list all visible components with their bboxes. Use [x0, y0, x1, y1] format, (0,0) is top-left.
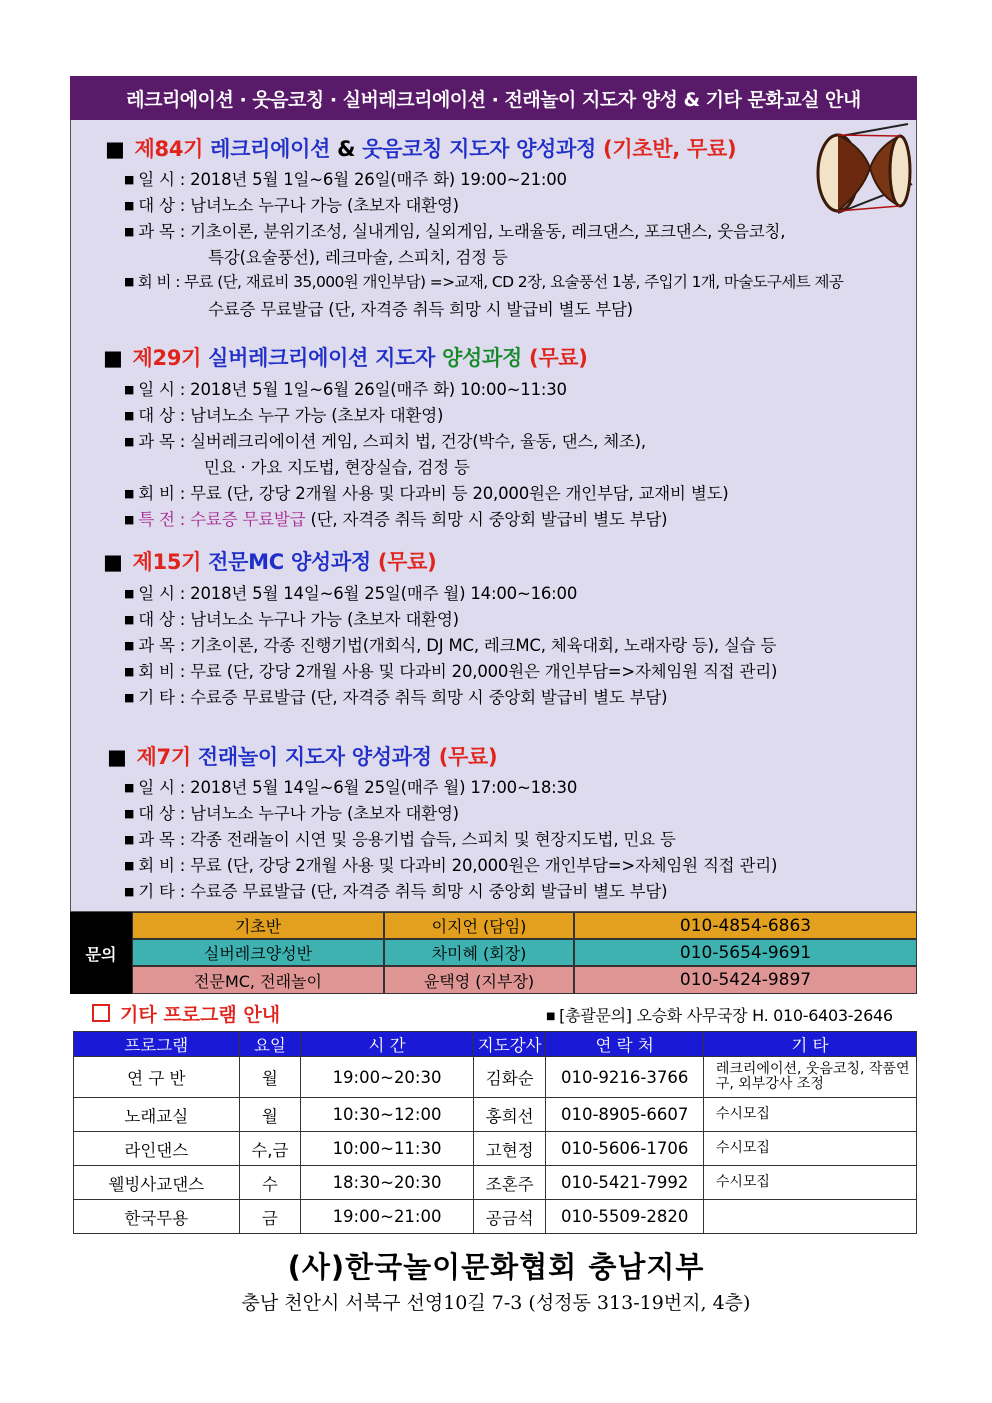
section-3-title	[103, 546, 436, 576]
section-1-name-b: 웃음코칭 지도자 양성과정	[362, 137, 597, 161]
section-3-name: 전문MC 양성과정	[208, 550, 371, 574]
col-header: 요일	[239, 1032, 301, 1057]
small-bullet-icon: ■	[124, 807, 135, 820]
section-1-line: ■ 회 비 : 무료 (단, 재료비 35,000원 개인부담) =>교재, CD 2장, 요술풍선 1봉, 주입기 1개, 마술도구세트 제공	[124, 273, 844, 291]
small-bullet-icon: ■	[124, 409, 135, 422]
small-bullet-icon: ■	[124, 613, 135, 626]
section-1-line: ■ 대 상 : 남녀노소 누구나 가능 (초보자 대환영)	[124, 196, 459, 215]
small-bullet-icon: ■	[124, 435, 135, 448]
cell-phone[interactable]: 010-8905-6607	[546, 1098, 703, 1132]
programs-table	[73, 1031, 917, 1234]
cell-instructor: 김화순	[473, 1057, 546, 1098]
bullet-icon: ■	[107, 745, 127, 769]
section-2-line: ■ 과 목 : 실버레크리에이션 게임, 스피치 법, 건강(박수, 율동, 댄스, 체조),	[124, 432, 646, 451]
section-1-title	[105, 133, 736, 163]
table-row	[74, 1098, 917, 1132]
small-bullet-icon: ■	[124, 513, 135, 526]
col-header: 연 락 처	[546, 1032, 703, 1057]
organization-name: (사)한국놀이문화협회 충남지부	[287, 1250, 705, 1284]
section-2-number: 제29기	[132, 346, 202, 370]
cell-time: 10:30~12:00	[301, 1098, 474, 1132]
contact-person: 이지언 (담임)	[384, 912, 574, 939]
section-1-name-a: 레크리에이션	[210, 137, 331, 161]
table-row	[74, 1166, 917, 1200]
section-4-title	[107, 741, 497, 771]
small-bullet-icon: ■	[124, 275, 134, 288]
cell-note	[703, 1200, 916, 1234]
cell-phone[interactable]: 010-5606-1706	[546, 1132, 703, 1166]
section-3-line: ■ 회 비 : 무료 (단, 강당 2개월 사용 및 다과비 20,000원은 개인부담=>자체임원 직접 관리)	[124, 662, 778, 681]
organization-address: 충남 천안시 서북구 선영10길 7-3 (성정동 313-19번지, 4층)	[241, 1292, 751, 1314]
cell-program: 연 구 반	[74, 1057, 240, 1098]
table-header-row	[74, 1032, 917, 1057]
cell-instructor: 홍희선	[473, 1098, 546, 1132]
cell-phone[interactable]: 010-5509-2820	[546, 1200, 703, 1234]
small-bullet-icon: ■	[124, 781, 135, 794]
col-header: 기 타	[703, 1032, 916, 1057]
small-bullet-icon: ■	[124, 665, 135, 678]
contact-course: 기초반	[132, 912, 384, 939]
section-2-line: ■ 대 상 : 남녀노소 누구 가능 (초보자 대환영)	[124, 406, 444, 425]
section-4-line: ■ 대 상 : 남녀노소 누구나 가능 (초보자 대환영)	[124, 804, 459, 823]
cell-note: 수시모집	[703, 1166, 916, 1200]
col-header: 시 간	[301, 1032, 474, 1057]
cell-day: 수,금	[239, 1132, 301, 1166]
section-4-line: ■ 회 비 : 무료 (단, 강당 2개월 사용 및 다과비 20,000원은 개인부담=>자체임원 직접 관리)	[124, 856, 778, 875]
contact-table	[70, 912, 917, 994]
cell-instructor: 조혼주	[473, 1166, 546, 1200]
cell-note: 수시모집	[703, 1098, 916, 1132]
section-3-tag: (무료)	[377, 550, 437, 574]
contact-person: 윤택영 (지부장)	[384, 966, 574, 994]
section-1-line: ■ 일 시 : 2018년 5월 1일~6월 26일(매주 화) 19:00~21:00	[124, 170, 567, 189]
section-1-tag: (기초반, 무료)	[603, 137, 737, 161]
section-1-line-cont: 수료증 무료발급 (단, 자격증 취득 희망 시 발급비 별도 부담)	[208, 300, 633, 319]
section-2-line-cont: 민요 · 가요 지도법, 현장실습, 검정 등	[204, 458, 470, 477]
col-header: 프로그램	[74, 1032, 240, 1057]
col-header: 지도강사	[473, 1032, 546, 1057]
cell-program: 라인댄스	[74, 1132, 240, 1166]
small-bullet-icon: ■	[124, 691, 135, 704]
section-3-line: ■ 과 목 : 기초이론, 각종 진행기법(개회식, DJ MC, 레크MC, 체육대회, 노래자랑 등), 실습 등	[124, 636, 777, 655]
section-3-line: ■ 일 시 : 2018년 5월 14일~6월 25일(매주 월) 14:00~16:00	[124, 584, 578, 603]
bullet-icon: ■	[103, 346, 123, 370]
section-4-line: ■ 과 목 : 각종 전래놀이 시연 및 응용기법 습득, 스피치 및 현장지도법, 민요 등	[124, 830, 676, 849]
cell-time: 19:00~20:30	[301, 1057, 474, 1098]
small-bullet-icon: ■	[124, 199, 135, 212]
section-2-line: ■ 특 전 : 수료증 무료발급 (단, 자격증 취득 희망 시 중앙회 발급비 별도 부담)	[124, 510, 668, 529]
cell-day: 월	[239, 1057, 301, 1098]
contact-row	[132, 966, 917, 994]
cell-time: 18:30~20:30	[301, 1166, 474, 1200]
section-2-line: ■ 일 시 : 2018년 5월 1일~6월 26일(매주 화) 10:00~11:30	[124, 380, 567, 399]
cell-program: 한국무용	[74, 1200, 240, 1234]
cell-day: 금	[239, 1200, 301, 1234]
section-1-number: 제84기	[134, 137, 204, 161]
small-bullet-icon: ■	[124, 859, 135, 872]
contact-person: 차미혜 (회장)	[384, 939, 574, 966]
general-inquiry: ■ [총괄문의] 오승화 사무국장 H. 010-6403-2646	[546, 1006, 893, 1025]
cell-note: 레크리에이션, 웃음코칭, 작품연구, 외부강사 조정	[703, 1057, 916, 1098]
section-2-name-b: 양성과정	[442, 346, 522, 370]
drum-icon	[808, 118, 918, 218]
cell-phone[interactable]: 010-5421-7992	[546, 1166, 703, 1200]
section-2-name-a: 실버레크리에이션 지도자	[208, 346, 436, 370]
contact-phone[interactable]: 010-5424-9897	[574, 966, 917, 994]
small-bullet-icon: ■	[546, 1011, 556, 1022]
contact-label: 문의	[70, 912, 132, 994]
cell-time: 10:00~11:30	[301, 1132, 474, 1166]
small-bullet-icon: ■	[124, 639, 135, 652]
cell-note: 수시모집	[703, 1132, 916, 1166]
table-row	[74, 1132, 917, 1166]
contact-phone[interactable]: 010-5654-9691	[574, 939, 917, 966]
bullet-icon: ■	[103, 550, 123, 574]
other-programs-title: 기타 프로그램 안내	[92, 1000, 280, 1027]
bullet-icon: ■	[105, 137, 125, 161]
section-1-line: ■ 과 목 : 기초이론, 분위기조성, 실내게임, 실외게임, 노래율동, 레크댄스, 포크댄스, 웃음코칭,	[124, 222, 786, 241]
contact-row	[132, 939, 917, 966]
small-bullet-icon: ■	[124, 833, 135, 846]
small-bullet-icon: ■	[124, 587, 135, 600]
section-4-number: 제7기	[136, 745, 191, 769]
banner-title: 레크리에이션 · 웃음코칭 · 실버레크리에이션 · 전래놀이 지도자 양성 & 기타 문화교실 안내	[70, 76, 917, 120]
small-bullet-icon: ■	[124, 487, 135, 500]
section-2-tag: (무료)	[529, 346, 588, 370]
table-row	[74, 1200, 917, 1234]
cell-instructor: 고현정	[473, 1132, 546, 1166]
section-4-line: ■ 일 시 : 2018년 5월 14일~6월 25일(매주 월) 17:00~18:30	[124, 778, 578, 797]
small-bullet-icon: ■	[124, 173, 135, 186]
section-3-line: ■ 기 타 : 수료증 무료발급 (단, 자격증 취득 희망 시 중앙회 발급비 별도 부담)	[124, 688, 668, 707]
cell-day: 월	[239, 1098, 301, 1132]
section-4-line: ■ 기 타 : 수료증 무료발급 (단, 자격증 취득 희망 시 중앙회 발급비 별도 부담)	[124, 882, 668, 901]
cell-day: 수	[239, 1166, 301, 1200]
cell-instructor: 공금석	[473, 1200, 546, 1234]
contact-phone[interactable]: 010-4854-6863	[574, 912, 917, 939]
section-1-line-cont: 특강(요술풍선), 레크마술, 스피치, 검정 등	[208, 248, 508, 267]
small-bullet-icon: ■	[124, 225, 135, 238]
cell-program: 웰빙사교댄스	[74, 1166, 240, 1200]
contact-row	[132, 912, 917, 939]
cell-time: 19:00~21:00	[301, 1200, 474, 1234]
small-bullet-icon: ■	[124, 885, 135, 898]
section-2-line: ■ 회 비 : 무료 (단, 강당 2개월 사용 및 다과비 등 20,000원은 개인부담, 교재비 별도)	[124, 484, 729, 503]
section-4-tag: (무료)	[438, 745, 498, 769]
section-3-line: ■ 대 상 : 남녀노소 누구나 가능 (초보자 대환영)	[124, 610, 459, 629]
table-row	[74, 1057, 917, 1098]
section-2-title	[103, 342, 588, 372]
contact-course: 전문MC, 전래놀이	[132, 966, 384, 994]
section-3-number: 제15기	[132, 550, 202, 574]
small-bullet-icon: ■	[124, 383, 135, 396]
cell-phone[interactable]: 010-9216-3766	[546, 1057, 703, 1098]
section-4-name: 전래놀이 지도자 양성과정	[197, 745, 432, 769]
checkbox-icon	[92, 1004, 110, 1022]
cell-program: 노래교실	[74, 1098, 240, 1132]
contact-course: 실버레크양성반	[132, 939, 384, 966]
section-1-amp: &	[330, 137, 363, 161]
